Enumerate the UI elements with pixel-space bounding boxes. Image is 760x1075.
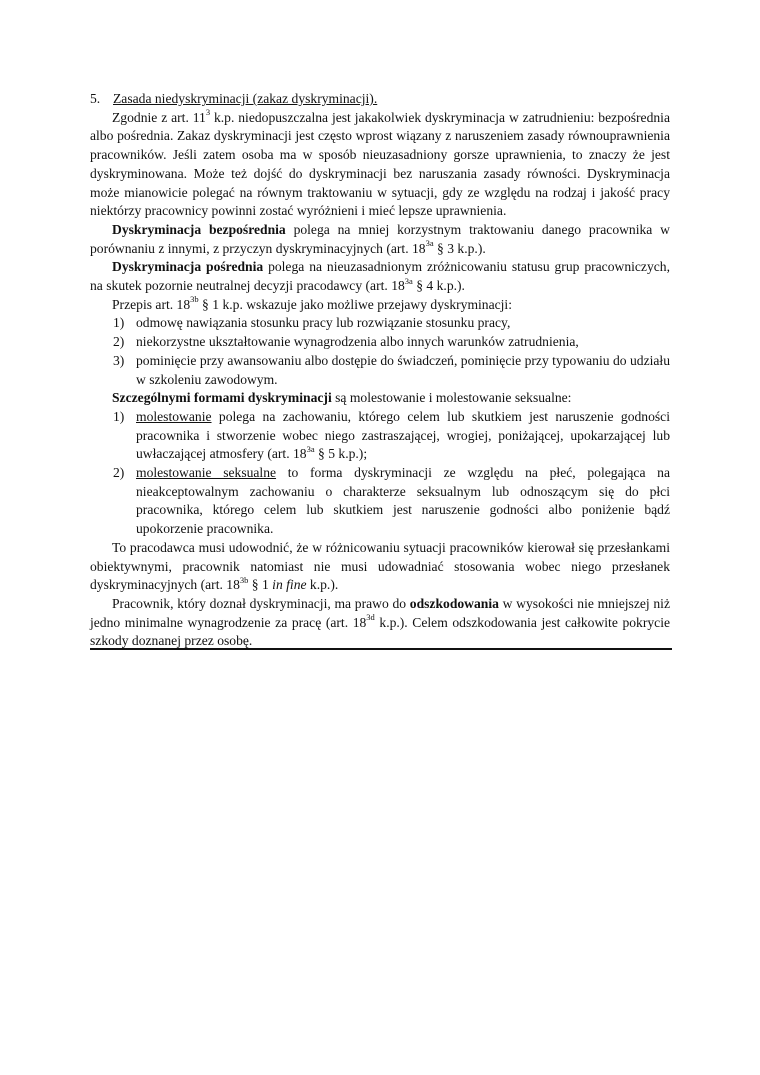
list-item: 1) odmowę nawiązania stosunku pracy lub rozwiązanie stosunku pracy,	[113, 315, 511, 331]
paragraph-compensation: Pracownik, który doznał dyskryminacji, ma prawo do odszkodowania w wysokości nie mniejszej niż jedno minimalne wynagrodzenie za pracę (art. $18^{3d}$ k.p.). Celem odszkodowania jest całkowite pokrycie szkody doznanej przez osobę.	[90, 595, 670, 649]
paragraph-manifestations: Przepis art. $18^{3b}$ § 1 k.p. wskazuje jako możliwe przejawy dyskryminacji:	[112, 294, 512, 312]
manifestations-list	[90, 314, 670, 389]
list-item: 2) niekorzystne ukształtowanie wynagrodzenia albo innych warunków zatrudnienia,	[113, 334, 579, 350]
section-title: Zasada niedyskryminacji (zakaz dyskryminacji).	[113, 91, 378, 106]
list-item: 3) pominięcie przy awansowaniu albo dostępie do świadczeń, pominięcie przy typowaniu do udziału w szkoleniu zawodowym.	[113, 352, 670, 387]
term-harassment: molestowanie	[136, 408, 212, 424]
document-body	[90, 90, 670, 651]
section-heading	[90, 90, 670, 109]
term-compensation: odszkodowania	[409, 595, 499, 611]
list-item: 1) molestowanie polega na zachowaniu, którego celem lub skutkiem jest naruszenie godności pracownika i stworzenie wobec niego zastraszającej, wrogiej, poniżającej, upokarzającej lub uwłaczającej atmosfery (art. $18^{3a}$ § 5 k.p.);	[113, 408, 670, 462]
term-direct-discrimination: Dyskryminacja bezpośrednia	[112, 221, 286, 237]
section-number: 5.	[90, 91, 101, 106]
paragraph-burden-of-proof: To pracodawca musi udowodnić, że w różnicowaniu sytuacji pracowników kierował się przesłankami obiektywnymi, pracownik natomiast nie musi udowadniać stosowania wobec niego przesłanek dyskryminacyjnych (art. $18^{3b}$ § 1 in fine k.p.).	[90, 539, 670, 593]
harassment-list	[90, 408, 670, 539]
term-indirect-discrimination: Dyskryminacja pośrednia	[112, 259, 264, 275]
list-item: 2) molestowanie seksualne to forma dyskryminacji ze względu na płeć, polegająca na nieakceptowalnym zachowaniu o charakterze seksualnym lub odnoszącym się do płci pracownika, którego celem lub skutkiem jest naruszenie godności albo poniżenie bądź upokorzenie pracownika.	[113, 465, 670, 537]
paragraph-indirect-discrimination: Dyskryminacja pośrednia polega na nieuzasadnionym zróżnicowaniu statusu grup pracowniczych, na skutek pozornie neutralnej decyzji pracodawcy (art. $18^{3a}$ § 4 k.p.).	[90, 259, 670, 294]
paragraph-direct-discrimination: Dyskryminacja bezpośrednia polega na mniej korzystnym traktowaniu danego pracownika w porównaniu z innymi, z przyczyn dyskryminacyjnych (art. $18^{3a}$ § 3 k.p.).	[90, 221, 670, 256]
term-sexual-harassment: molestowanie seksualne	[136, 465, 277, 481]
paragraph-special-forms: Szczególnymi formami dyskryminacji są molestowanie i molestowanie seksualne:	[112, 390, 572, 406]
term-special-forms: Szczególnymi formami dyskryminacji	[112, 390, 332, 406]
paragraph-general: Zgodnie z art. $11^3$ k.p. niedopuszczalna jest jakakolwiek dyskryminacja w zatrudnieniu: bezpośrednia albo pośrednia. Zakaz dyskryminacji jest często wprost wiązany z naruszeniem zasady równouprawnienia pracowników. Jeśli zatem osoba ma w sposób nieuzasadniony gorsze uprawnienia, to znaczy że jest dyskryminowana. Może też dojść do dyskryminacji bez naruszania zasady równości. Dyskryminacja może mianowicie polegać na równym traktowaniu w sytuacji, gdy ze względu na rodzaj i jakość pracy niektórzy pracownicy powinni zostać wyróżnieni i mieć lepsze uprawnienia.	[90, 107, 670, 219]
bottom-divider	[90, 648, 672, 650]
